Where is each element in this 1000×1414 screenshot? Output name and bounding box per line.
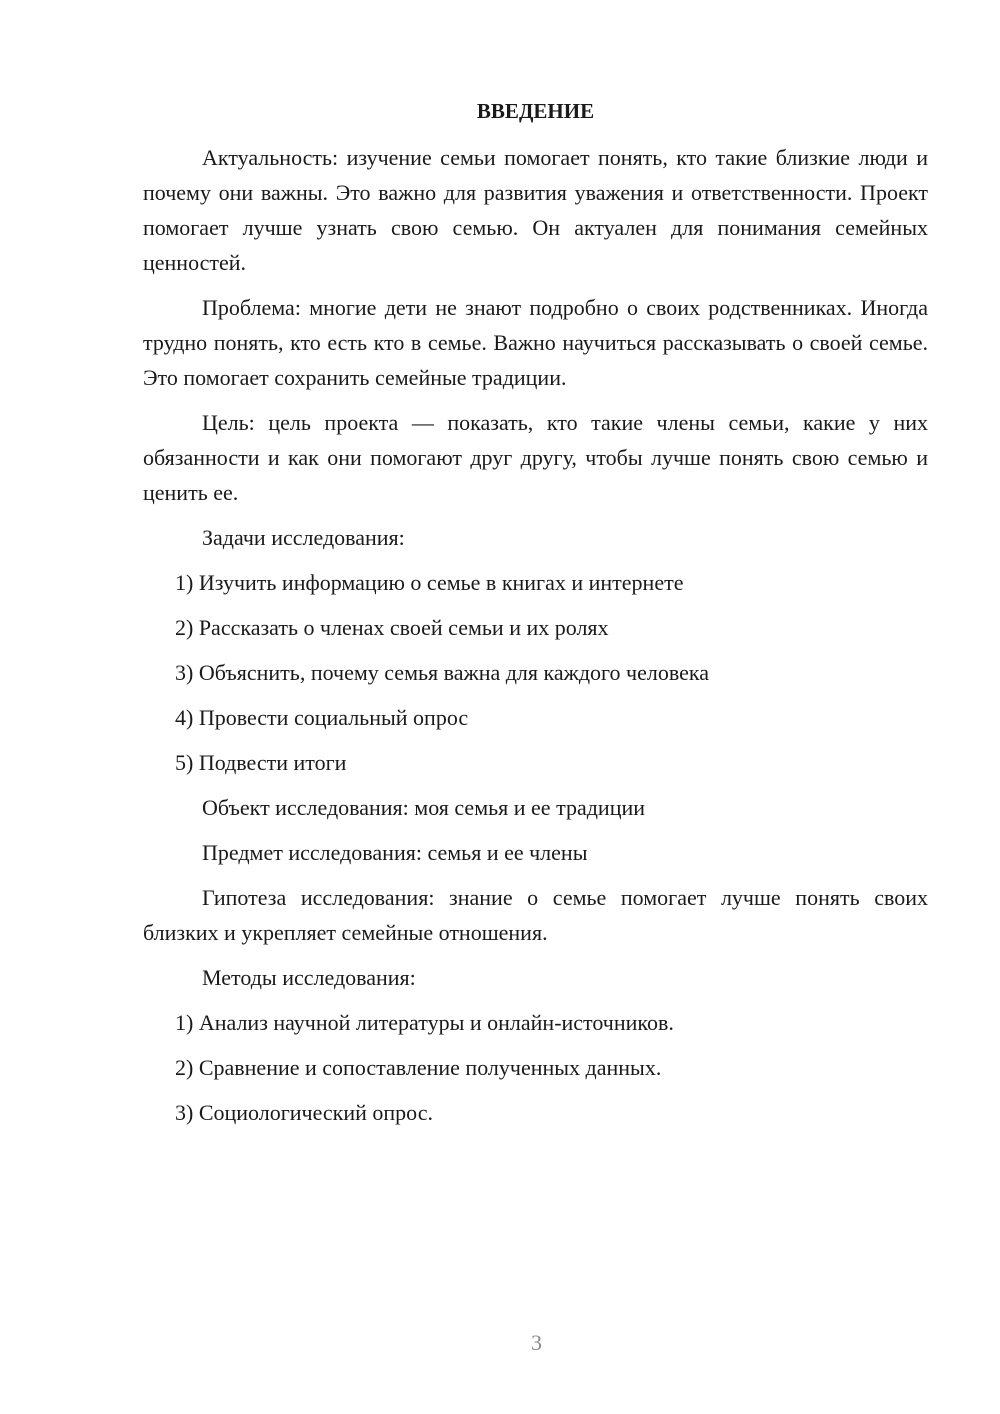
document-title: ВВЕДЕНИЕ [476,99,595,123]
task-item: 3) Объяснить, почему семья важна для каждого человека [175,660,709,685]
task-item: 2) Рассказать о членах своей семьи и их ролях [175,615,609,640]
subject-paragraph: Предмет исследования: семья и ее члены [202,840,588,865]
methods-heading: Методы исследования: [202,965,416,990]
hypothesis-paragraph: Гипотеза исследования: знание о семье помогает лучше понять своих близких и укрепляет семейные отношения. [143,885,928,945]
object-paragraph: Объект исследования: моя семья и ее традиции [202,795,646,820]
task-item: 4) Провести социальный опрос [175,705,469,730]
page-number: 3 [531,1330,542,1355]
problem-paragraph: Проблема: многие дети не знают подробно о своих родственниках. Иногда трудно понять, кто есть кто в семье. Важно научиться рассказывать о своей семье. Это помогает сохранить семейные традиции. [143,295,928,390]
method-item: 3) Социологический опрос. [175,1100,433,1125]
method-item: 2) Сравнение и сопоставление полученных данных. [175,1055,662,1080]
task-item: 1) Изучить информацию о семье в книгах и интернете [175,570,684,595]
method-item: 1) Анализ научной литературы и онлайн-источников. [175,1010,674,1035]
relevance-paragraph: Актуальность: изучение семьи помогает понять, кто такие близкие люди и почему они важны. Это важно для развития уважения и ответственности. Проект помогает лучше узнать свою семью. Он актуален для понимания семейных ценностей. [143,145,928,275]
goal-paragraph: Цель: цель проекта — показать, кто такие члены семьи, какие у них обязанности и как они помогают друг другу, чтобы лучше понять свою семью и ценить ее. [143,410,928,505]
document-page [143,96,928,1140]
task-item: 5) Подвести итоги [175,750,347,775]
tasks-heading: Задачи исследования: [202,525,405,550]
